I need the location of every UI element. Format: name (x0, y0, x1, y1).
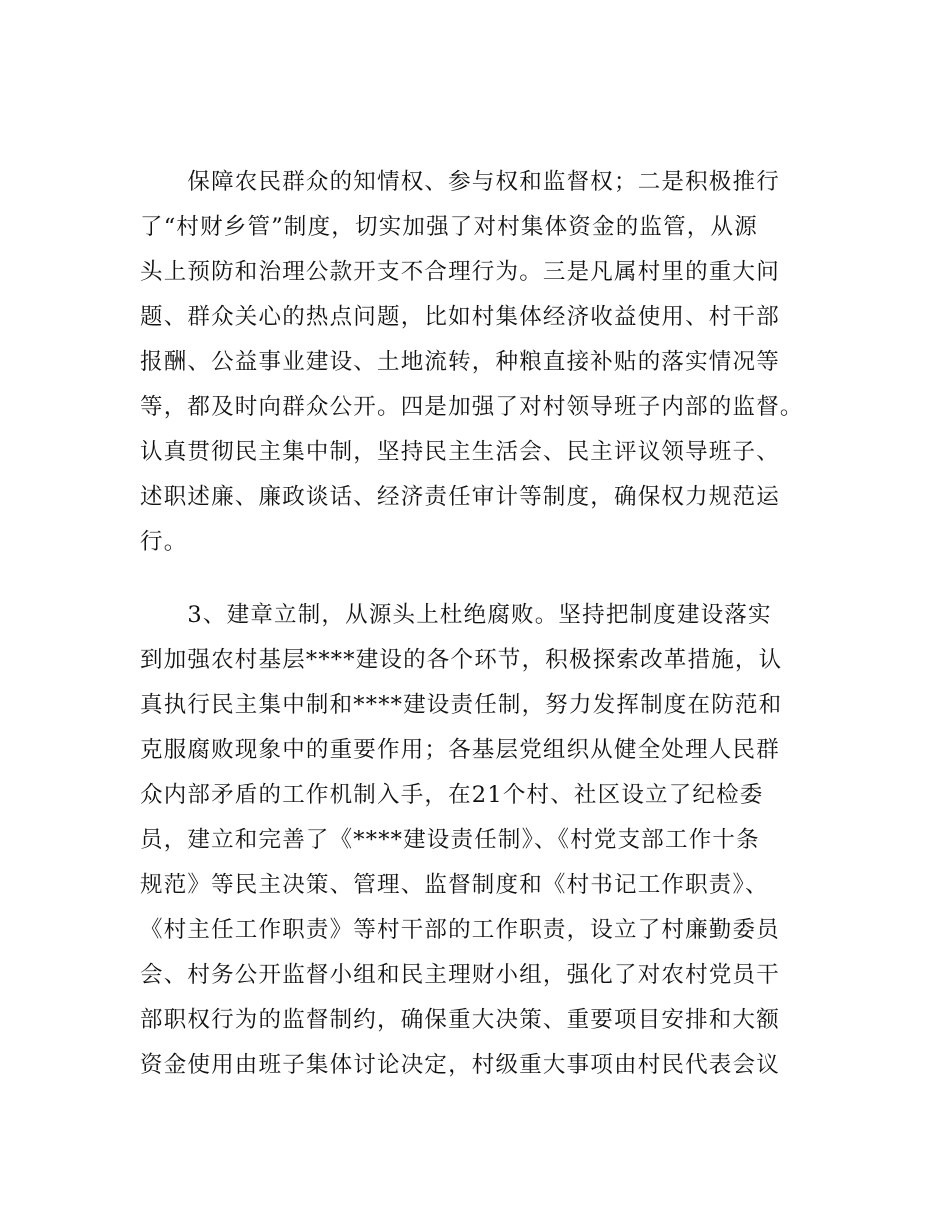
text-line: 题、群众关心的热点问题，比如村集体经济收益使用、村干部 (140, 304, 780, 330)
text-line: 3、建章立制，从源头上杜绝腐败。坚持把制度建设落实 (140, 602, 772, 628)
paragraph-institution-building (140, 593, 820, 1088)
text-line: 认真贯彻民主集中制，坚持民主生活会、民主评议领导班子、 (140, 439, 780, 465)
text-line: 员，建立和完善了《****建设责任制》、《村党支部工作十条 (140, 827, 760, 853)
text-line: 真执行民主集中制和****建设责任制，努力发挥制度在防范和 (140, 692, 783, 718)
text-line: 述职述廉、廉政谈话、经济责任审计等制度，确保权力规范运 (140, 484, 780, 510)
text-line: 众内部矛盾的工作机制入手，在21个村、社区设立了纪检委 (140, 782, 764, 808)
text-line: 规范》等民主决策、管理、监督制度和《村书记工作职责》、 (140, 872, 769, 898)
text-line: 报酬、公益事业建设、土地流转，种粮直接补贴的落实情况等 (140, 349, 780, 375)
text-line: 行。 (140, 529, 188, 555)
text-line: 保障农民群众的知情权、参与权和监督权；二是积极推行 (140, 169, 780, 195)
text-line: 克服腐败现象中的重要作用；各基层党组织从健全处理人民群 (140, 737, 780, 763)
text-line: 《村主任工作职责》等村干部的工作职责，设立了村廉勤委员 (140, 917, 780, 943)
text-line: 资金使用由班子集体讨论决定，村级重大事项由村民代表会议 (140, 1052, 780, 1078)
paragraph-supervision (140, 160, 820, 565)
text-line: 到加强农村基层****建设的各个环节，积极探索改革措施，认 (140, 647, 783, 673)
text-line: 部职权行为的监督制约，确保重大决策、重要项目安排和大额 (140, 1007, 780, 1033)
text-line: 会、村务公开监督小组和民主理财小组，强化了对农村党员干 (140, 962, 780, 988)
text-line: 等，都及时向群众公开。四是加强了对村领导班子内部的监督。 (140, 394, 804, 420)
text-line: 了“村财乡管”制度，切实加强了对村集体资金的监管，从源 (140, 214, 758, 240)
text-line: 头上预防和治理公款开支不合理行为。三是凡属村里的重大问 (140, 259, 780, 285)
